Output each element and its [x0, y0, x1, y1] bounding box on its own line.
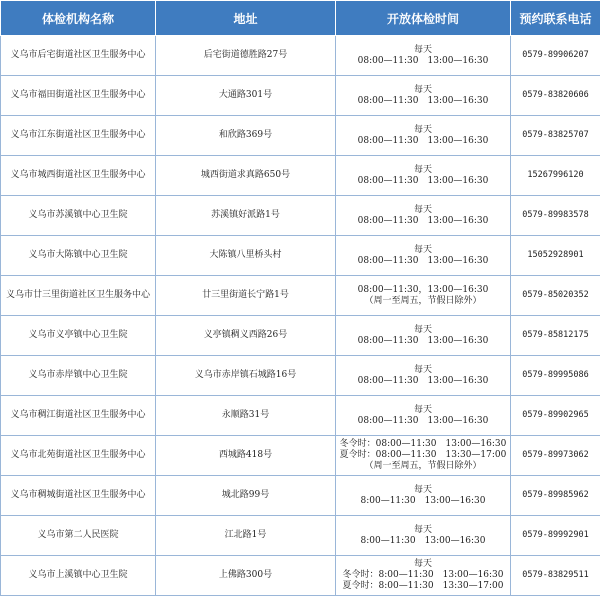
cell-address: 廿三里街道长宁路1号 — [156, 276, 336, 316]
cell-hours — [336, 236, 511, 276]
header-phone: 预约联系电话 — [511, 1, 600, 36]
cell-address: 义亭镇稠义西路26号 — [156, 316, 336, 356]
cell-phone: 0579-89992901 — [511, 516, 600, 556]
hours-line: 08:00—11:30 13:00—16:30 — [357, 255, 489, 266]
cell-address: 义乌市赤岸镇石城路16号 — [156, 356, 336, 396]
cell-name: 义乌市北苑街道社区卫生服务中心 — [1, 436, 156, 476]
cell-phone: 0579-83820606 — [511, 76, 600, 116]
cell-name: 义乌市赤岸镇中心卫生院 — [1, 356, 156, 396]
table-row — [1, 436, 600, 476]
hours-line: 冬令时：08:00—11:30 13:00—16:30 — [339, 439, 507, 449]
table-row — [1, 516, 600, 556]
hours-line: 8:00—11:30 13:00—16:30 — [360, 535, 486, 546]
hours-line: 08:00—11:30 13:00—16:30 — [357, 215, 489, 226]
cell-hours — [336, 76, 511, 116]
cell-hours — [336, 476, 511, 516]
table-header-row — [1, 1, 600, 36]
cell-phone: 0579-83829511 — [511, 556, 600, 596]
header-name: 体检机构名称 — [1, 1, 156, 36]
cell-hours — [336, 556, 511, 596]
hours-line: 每天 — [413, 404, 432, 415]
cell-address: 城北路99号 — [156, 476, 336, 516]
table-row — [1, 116, 600, 156]
cell-hours — [336, 196, 511, 236]
cell-name: 义乌市苏溪镇中心卫生院 — [1, 196, 156, 236]
cell-phone: 0579-89906207 — [511, 36, 600, 76]
cell-name: 义乌市江东街道社区卫生服务中心 — [1, 116, 156, 156]
table-row — [1, 276, 600, 316]
cell-hours — [336, 356, 511, 396]
hours-line: 每天 — [413, 44, 432, 55]
cell-hours — [336, 436, 511, 476]
cell-phone: 0579-83825707 — [511, 116, 600, 156]
cell-name: 义乌市福田街道社区卫生服务中心 — [1, 76, 156, 116]
hours-line: 每天 — [413, 524, 432, 535]
table-row — [1, 36, 600, 76]
cell-name: 义乌市第二人民医院 — [1, 516, 156, 556]
hours-line: 每天 — [413, 244, 432, 255]
cell-hours — [336, 276, 511, 316]
cell-address: 和欣路369号 — [156, 116, 336, 156]
cell-name: 义乌市大陈镇中心卫生院 — [1, 236, 156, 276]
hours-line: 每天 — [413, 84, 432, 95]
table-row — [1, 196, 600, 236]
cell-hours — [336, 116, 511, 156]
cell-name: 义乌市城西街道社区卫生服务中心 — [1, 156, 156, 196]
hours-line: 每天 — [413, 324, 432, 335]
cell-name: 义乌市后宅街道社区卫生服务中心 — [1, 36, 156, 76]
hours-line: 每天 — [413, 484, 432, 495]
table-row — [1, 356, 600, 396]
table-row — [1, 76, 600, 116]
hours-line: 夏令时：08:00—11:30 13:30—17:00 — [339, 450, 507, 460]
cell-hours — [336, 316, 511, 356]
hours-line: 冬令时：8:00—11:30 13:00—16:30 — [342, 570, 504, 580]
cell-address: 江北路1号 — [156, 516, 336, 556]
cell-name: 义乌市稠江街道社区卫生服务中心 — [1, 396, 156, 436]
cell-name: 义乌市义亭镇中心卫生院 — [1, 316, 156, 356]
table-row — [1, 556, 600, 596]
cell-name: 义乌市廿三里街道社区卫生服务中心 — [1, 276, 156, 316]
cell-phone: 0579-85812175 — [511, 316, 600, 356]
cell-phone: 0579-89985962 — [511, 476, 600, 516]
cell-hours — [336, 36, 511, 76]
table-row — [1, 476, 600, 516]
cell-hours — [336, 396, 511, 436]
hours-line: 每天 — [413, 204, 432, 215]
cell-hours — [336, 156, 511, 196]
hours-line: （周一至周五，节假日除外） — [364, 295, 482, 306]
hours-line: 08:00—11:30 13:00—16:30 — [357, 375, 489, 386]
hours-line: 08:00—11:30 13:00—16:30 — [357, 135, 489, 146]
cell-phone: 0579-89973062 — [511, 436, 600, 476]
hours-line: 夏令时：8:00—11:30 13:30—17:00 — [342, 581, 504, 591]
hours-line: 08:00—11:30 13:00—16:30 — [357, 95, 489, 106]
hours-line: 8:00—11:30 13:00—16:30 — [360, 495, 486, 506]
hours-line: 08:00—11:30 13:00—16:30 — [357, 55, 489, 66]
hours-line: 每天 — [413, 164, 432, 175]
cell-phone: 0579-89995086 — [511, 356, 600, 396]
cell-name: 义乌市上溪镇中心卫生院 — [1, 556, 156, 596]
cell-address: 苏溪镇好派路1号 — [156, 196, 336, 236]
cell-address: 西城路418号 — [156, 436, 336, 476]
hours-line: （周一至周五，节假日除外） — [364, 461, 482, 471]
table-row — [1, 156, 600, 196]
cell-address: 后宅街道德胜路27号 — [156, 36, 336, 76]
cell-address: 大通路301号 — [156, 76, 336, 116]
table-row — [1, 316, 600, 356]
cell-phone: 15267996120 — [511, 156, 600, 196]
table-row — [1, 236, 600, 276]
cell-phone: 0579-89983578 — [511, 196, 600, 236]
hours-line: 08:00—11:30 13:00—16:30 — [357, 415, 489, 426]
hours-line: 08:00—11:30 13:00—16:30 — [357, 335, 489, 346]
cell-name: 义乌市稠城街道社区卫生服务中心 — [1, 476, 156, 516]
header-address: 地址 — [156, 1, 336, 36]
cell-hours — [336, 516, 511, 556]
cell-phone: 15052928901 — [511, 236, 600, 276]
cell-address: 上佛路300号 — [156, 556, 336, 596]
hours-line: 08:00—11:30，13:00—16:30 — [357, 284, 489, 295]
hours-line: 每天 — [413, 124, 432, 135]
header-hours: 开放体检时间 — [336, 1, 511, 36]
cell-phone: 0579-89902965 — [511, 396, 600, 436]
cell-phone: 0579-85020352 — [511, 276, 600, 316]
hours-line: 每天 — [413, 364, 432, 375]
cell-address: 大陈镇八里桥头村 — [156, 236, 336, 276]
hours-line: 每天 — [413, 559, 432, 569]
cell-address: 永顺路31号 — [156, 396, 336, 436]
cell-address: 城西街道求真路650号 — [156, 156, 336, 196]
hours-line: 08:00—11:30 13:00—16:30 — [357, 175, 489, 186]
table-row — [1, 396, 600, 436]
